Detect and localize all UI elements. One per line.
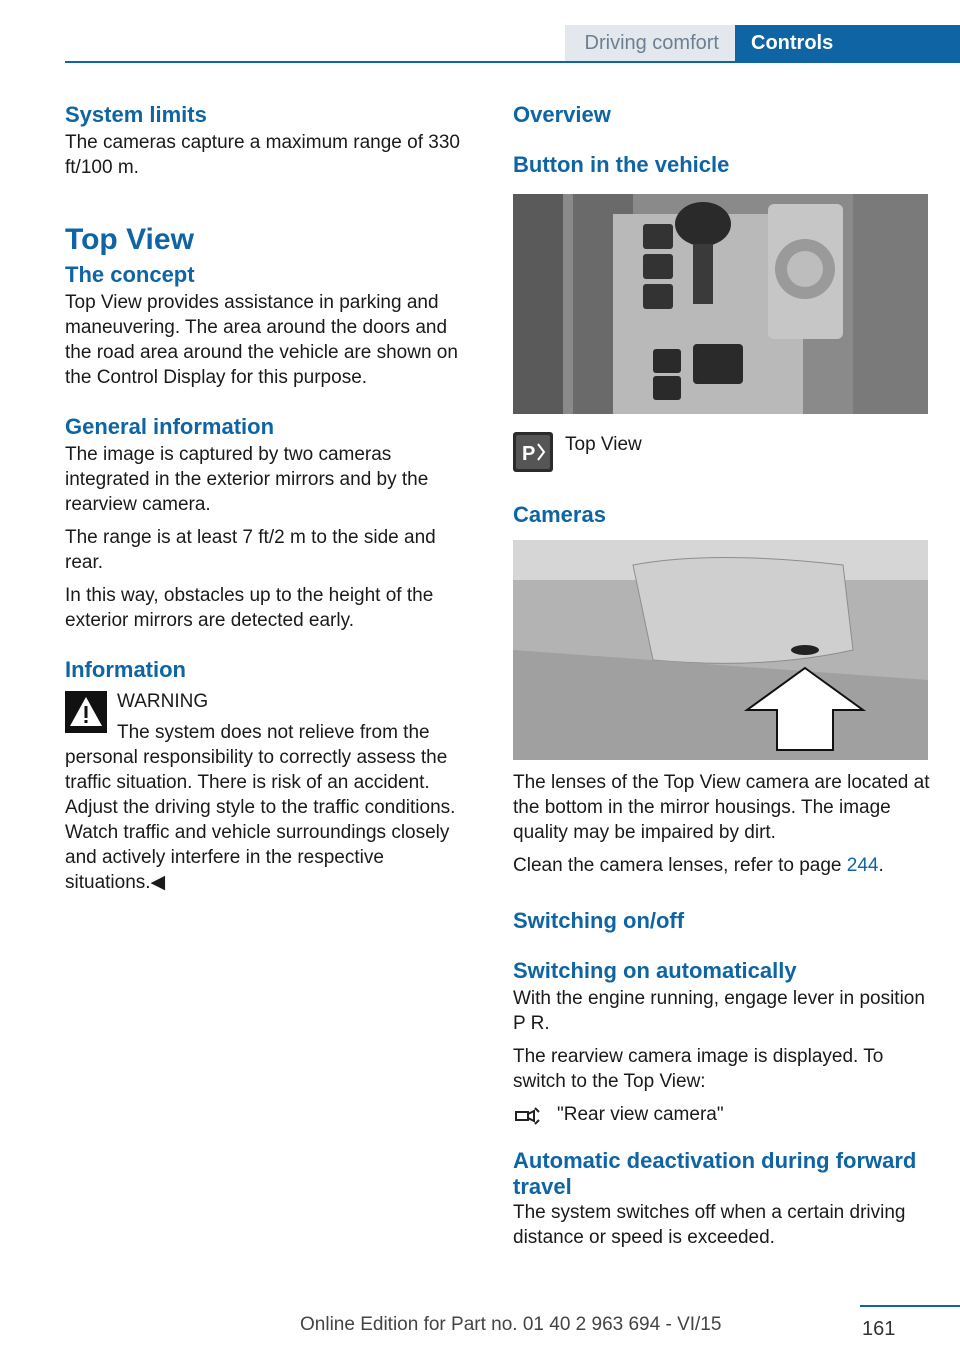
rear-view-camera-icon xyxy=(513,1104,543,1128)
page-header xyxy=(565,25,960,62)
auto-on-p2: The rearview camera image is displayed. To switch to the Top View: xyxy=(513,1046,884,1092)
button-vehicle-title: Button in the vehicle xyxy=(513,152,730,177)
general-info-title: General information xyxy=(65,414,275,439)
clean-text: Clean the camera lenses, refer to page xyxy=(513,855,842,876)
page-number: 161 xyxy=(862,1318,896,1340)
warning-text: The system does not relieve from the personal responsibility to correctly assess the traffic situation. There is risk of an accident. Adjust the driving style to the traffic conditions. Watch traffic and vehicle surroundings closely and actively interfere in the respective situations.◀ xyxy=(65,722,456,893)
header-rule xyxy=(65,61,960,63)
rear-view-row xyxy=(513,1102,931,1128)
top-view-button-icon xyxy=(513,432,553,472)
footer-edition: Online Edition for Part no. 01 40 2 963 694 - VI/15 xyxy=(300,1314,722,1335)
clean-paragraph xyxy=(513,853,931,878)
cameras-title: Cameras xyxy=(513,502,606,527)
top-view-title: Top View xyxy=(65,223,194,256)
warning-label: WARNING xyxy=(117,691,209,712)
concept-title: The concept xyxy=(65,262,195,287)
system-limits-text: The cameras capture a maximum range of 330 ft/100 m. xyxy=(65,132,460,178)
auto-off-title: Automatic deactivation during forward travel xyxy=(513,1148,917,1199)
auto-on-title: Switching on automatically xyxy=(513,958,797,983)
page-link[interactable]: 244 xyxy=(846,855,879,876)
warning-triangle-icon xyxy=(65,691,107,733)
clean-end: . xyxy=(878,855,884,876)
overview-title: Overview xyxy=(513,102,611,127)
cameras-text: The lenses of the Top View camera are located at the bottom in the mirror housings. The image quality may be impaired by dirt. xyxy=(513,772,930,843)
switching-title: Switching on/off xyxy=(513,908,685,933)
svg-text:P: P xyxy=(522,443,536,465)
rear-view-camera-label: "Rear view camera" xyxy=(557,1104,724,1125)
auto-on-p1: With the engine running, engage lever in position P R. xyxy=(513,988,925,1034)
mirror-camera-photo xyxy=(513,540,928,760)
auto-off-text: The system switches off when a certain driving distance or speed is exceeded. xyxy=(513,1202,906,1248)
concept-text: Top View provides assistance in parking and maneuvering. The area around the doors and the road area around the vehicle are shown on the Control Display for this purpose. xyxy=(65,292,458,388)
header-chapter: Controls xyxy=(735,25,960,62)
header-section: Driving comfort xyxy=(565,25,735,62)
top-view-button-row xyxy=(513,432,931,472)
general-info-p1: The image is captured by two cameras integrated in the exterior mirrors and by the rearview camera. xyxy=(65,444,429,515)
system-limits-title: System limits xyxy=(65,102,207,127)
left-column xyxy=(65,100,477,903)
general-info-p2: The range is at least 7 ft/2 m to the side and rear. xyxy=(65,527,436,573)
warning-block xyxy=(65,689,477,895)
footer-rule xyxy=(860,1305,960,1307)
top-view-button-label: Top View xyxy=(565,434,642,455)
general-info-p3: In this way, obstacles up to the height of the exterior mirrors are detected early. xyxy=(65,585,434,631)
right-column xyxy=(513,100,931,1258)
center-console-photo xyxy=(513,194,928,414)
information-title: Information xyxy=(65,657,186,682)
